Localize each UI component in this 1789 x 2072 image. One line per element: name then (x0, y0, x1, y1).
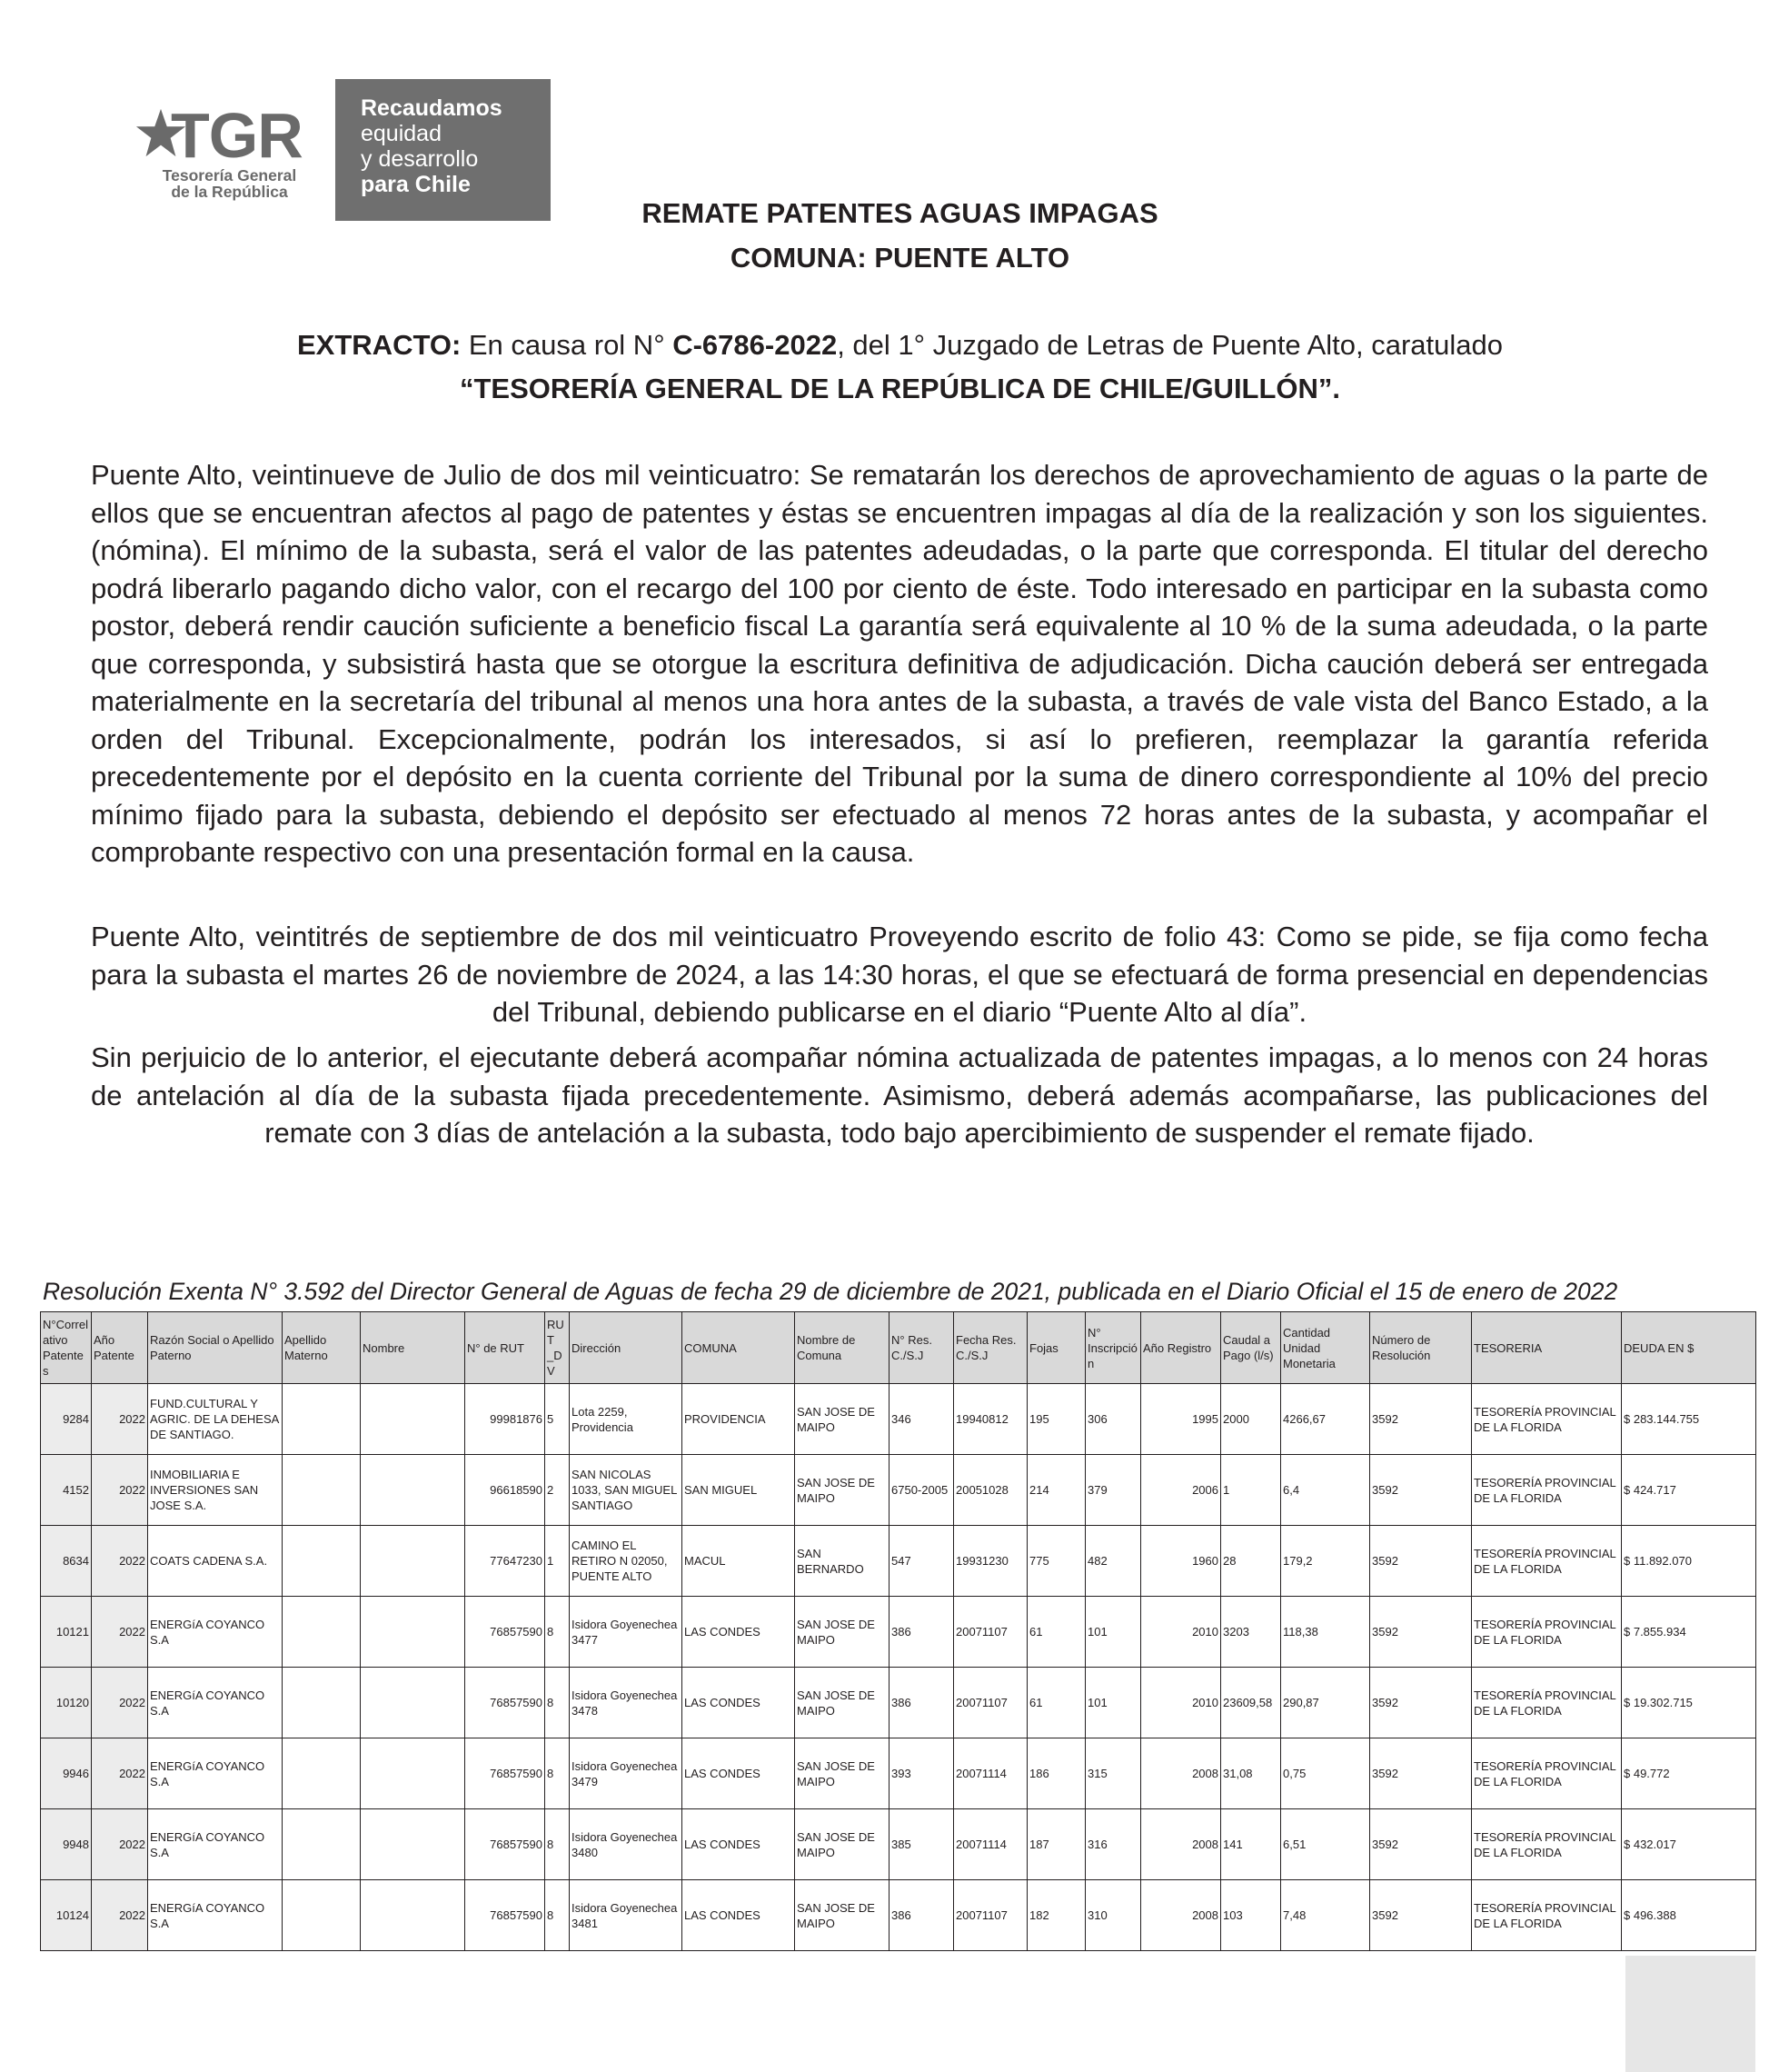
table-cell: 76857590 (465, 1809, 545, 1880)
table-cell (283, 1809, 361, 1880)
table-cell: 179,2 (1281, 1526, 1370, 1597)
paragraph-2: Puente Alto, veintitrés de septiembre de dos mil veinticuatro Proveyendo escrito de folio 43: Como se pide, se fija como fecha para la subasta el martes 26 de noviembre de 2024, a las 14:30 horas, el que se efectuará de forma presencial en dependencias del Tribunal, debiendo publicarse en el diario “Puente Alto al día”. (91, 921, 1708, 1028)
logo-subtitle-line2: de la República (171, 183, 288, 201)
patents-table-wrapper (40, 1311, 1755, 1951)
slogan-line2: equidad (361, 121, 442, 146)
table-cell: 99981876 (465, 1384, 545, 1455)
table-cell: 3592 (1370, 1526, 1472, 1597)
table-row (41, 1880, 1756, 1951)
table-cell: SAN JOSE DE MAIPO (795, 1455, 890, 1526)
table-cell: 8 (545, 1880, 570, 1951)
table-cell: 20071114 (954, 1809, 1028, 1880)
table-cell: 19940812 (954, 1384, 1028, 1455)
column-header: N° de RUT (465, 1312, 545, 1384)
table-cell: 101 (1086, 1597, 1141, 1668)
table-cell: 9946 (41, 1738, 92, 1809)
table-cell: $ 283.144.755 (1622, 1384, 1756, 1455)
column-header: Dirección (570, 1312, 682, 1384)
extract-text1: En causa rol N° (461, 329, 673, 361)
table-row (41, 1597, 1756, 1668)
table-cell: TESORERÍA PROVINCIAL DE LA FLORIDA (1472, 1526, 1622, 1597)
column-header: Año Patente (92, 1312, 148, 1384)
table-cell: CAMINO EL RETIRO N 02050, PUENTE ALTO (570, 1526, 682, 1597)
tgr-logo (134, 102, 325, 202)
slogan-line3: y desarrollo (361, 146, 479, 172)
table-cell: 1960 (1141, 1526, 1221, 1597)
table-cell: Isidora Goyenechea 3479 (570, 1738, 682, 1809)
table-cell: LAS CONDES (682, 1597, 795, 1668)
table-cell: 118,38 (1281, 1597, 1370, 1668)
table-cell (283, 1455, 361, 1526)
table-cell: SAN BERNARDO (795, 1526, 890, 1597)
table-cell: INMOBILIARIA E INVERSIONES SAN JOSE S.A. (148, 1455, 283, 1526)
table-cell: 6,4 (1281, 1455, 1370, 1526)
column-header: Fecha Res. C./S.J (954, 1312, 1028, 1384)
table-cell: 3592 (1370, 1668, 1472, 1738)
table-cell (361, 1809, 465, 1880)
table-cell: 195 (1028, 1384, 1086, 1455)
table-cell: 2022 (92, 1880, 148, 1951)
table-cell: 8 (545, 1668, 570, 1738)
table-cell: TESORERÍA PROVINCIAL DE LA FLORIDA (1472, 1384, 1622, 1455)
table-cell: 3592 (1370, 1597, 1472, 1668)
table-cell: TESORERÍA PROVINCIAL DE LA FLORIDA (1472, 1597, 1622, 1668)
table-cell: 186 (1028, 1738, 1086, 1809)
table-cell: 10121 (41, 1597, 92, 1668)
page-subtitle: COMUNA: PUENTE ALTO (730, 242, 1070, 274)
table-cell: 77647230 (465, 1526, 545, 1597)
extract-text2: , del 1° Juzgado de Letras de Puente Alto, caratulado (837, 329, 1503, 361)
table-cell: 775 (1028, 1526, 1086, 1597)
table-cell: FUND.CULTURAL Y AGRIC. DE LA DEHESA DE SANTIAGO. (148, 1384, 283, 1455)
table-cell: 96618590 (465, 1455, 545, 1526)
table-cell: 3592 (1370, 1809, 1472, 1880)
table-cell (361, 1880, 465, 1951)
table-cell: 2022 (92, 1384, 148, 1455)
logo-subtitle (136, 167, 323, 200)
table-header-row (41, 1312, 1756, 1384)
table-cell: 8 (545, 1809, 570, 1880)
table-cell: 76857590 (465, 1597, 545, 1668)
table-cell (361, 1455, 465, 1526)
table-cell: 306 (1086, 1384, 1141, 1455)
table-cell: Isidora Goyenechea 3477 (570, 1597, 682, 1668)
column-header: Apellido Materno (283, 1312, 361, 1384)
table-row (41, 1668, 1756, 1738)
table-cell: 2006 (1141, 1455, 1221, 1526)
column-header: Fojas (1028, 1312, 1086, 1384)
table-cell: 2022 (92, 1809, 148, 1880)
table-cell: 76857590 (465, 1880, 545, 1951)
table-cell: MACUL (682, 1526, 795, 1597)
table-cell: 187 (1028, 1809, 1086, 1880)
column-header: Nombre de Comuna (795, 1312, 890, 1384)
table-cell: 2008 (1141, 1880, 1221, 1951)
table-cell: 386 (890, 1668, 954, 1738)
table-cell: 3203 (1221, 1597, 1281, 1668)
table-cell: 61 (1028, 1597, 1086, 1668)
table-cell: TESORERÍA PROVINCIAL DE LA FLORIDA (1472, 1738, 1622, 1809)
column-header: TESORERIA (1472, 1312, 1622, 1384)
column-header: Razón Social o Apellido Paterno (148, 1312, 283, 1384)
column-header: COMUNA (682, 1312, 795, 1384)
table-cell: 2022 (92, 1597, 148, 1668)
table-cell: 547 (890, 1526, 954, 1597)
table-cell: 7,48 (1281, 1880, 1370, 1951)
table-body (41, 1384, 1756, 1951)
column-header: RUT _DV (545, 1312, 570, 1384)
table-cell: 31,08 (1221, 1738, 1281, 1809)
table-cell: $ 496.388 (1622, 1880, 1756, 1951)
table-cell: 76857590 (465, 1738, 545, 1809)
table-cell (283, 1880, 361, 1951)
table-cell: 6,51 (1281, 1809, 1370, 1880)
table-cell: SAN JOSE DE MAIPO (795, 1880, 890, 1951)
table-cell: TESORERÍA PROVINCIAL DE LA FLORIDA (1472, 1880, 1622, 1951)
table-cell: 8 (545, 1738, 570, 1809)
table-row (41, 1455, 1756, 1526)
table-cell (361, 1597, 465, 1668)
table-cell: 61 (1028, 1668, 1086, 1738)
table-cell: 103 (1221, 1880, 1281, 1951)
table-cell: 4266,67 (1281, 1384, 1370, 1455)
page-title: REMATE PATENTES AGUAS IMPAGAS (641, 197, 1158, 229)
table-cell: 20071107 (954, 1597, 1028, 1668)
table-cell: SAN NICOLAS 1033, SAN MIGUEL SANTIAGO (570, 1455, 682, 1526)
table-cell (361, 1384, 465, 1455)
table-cell: 3592 (1370, 1880, 1472, 1951)
table-cell: 10120 (41, 1668, 92, 1738)
table-cell: 28 (1221, 1526, 1281, 1597)
table-row (41, 1738, 1756, 1809)
table-cell: 386 (890, 1880, 954, 1951)
table-cell: 101 (1086, 1668, 1141, 1738)
table-cell: Isidora Goyenechea 3478 (570, 1668, 682, 1738)
table-cell: 9948 (41, 1809, 92, 1880)
table-cell: 2000 (1221, 1384, 1281, 1455)
column-header: Número de Resolución (1370, 1312, 1472, 1384)
table-cell: COATS CADENA S.A. (148, 1526, 283, 1597)
table-cell: 3592 (1370, 1455, 1472, 1526)
table-cell: 385 (890, 1809, 954, 1880)
table-cell: 2010 (1141, 1597, 1221, 1668)
table-cell: 8 (545, 1597, 570, 1668)
table-cell: 2022 (92, 1668, 148, 1738)
table-cell: 2022 (92, 1738, 148, 1809)
table-cell: LAS CONDES (682, 1668, 795, 1738)
table-cell: 3592 (1370, 1738, 1472, 1809)
table-cell (283, 1597, 361, 1668)
table-cell: $ 49.772 (1622, 1738, 1756, 1809)
table-cell: TESORERÍA PROVINCIAL DE LA FLORIDA (1472, 1668, 1622, 1738)
paragraph-3: Sin perjuicio de lo anterior, el ejecutante deberá acompañar nómina actualizada de patentes impagas, a lo menos con 24 horas de antelación al día de la subasta fijada precedentemente. Asimismo, deberá además acompañarse, las publicaciones del remate con 3 días de antelación a la subasta, todo bajo apercibimiento de suspender el remate fijado. (91, 1041, 1708, 1149)
table-cell: Lota 2259, Providencia (570, 1384, 682, 1455)
table-cell: ENERGíA COYANCO S.A (148, 1880, 283, 1951)
column-header: Caudal a Pago (l/s) (1221, 1312, 1281, 1384)
extract-line (0, 328, 1789, 363)
table-cell: 1 (545, 1526, 570, 1597)
table-cell (283, 1384, 361, 1455)
table-cell: 10124 (41, 1880, 92, 1951)
table-cell: SAN JOSE DE MAIPO (795, 1668, 890, 1738)
table-row (41, 1809, 1756, 1880)
table-cell: SAN JOSE DE MAIPO (795, 1597, 890, 1668)
paragraph-1: Puente Alto, veintinueve de Julio de dos mil veinticuatro: Se rematarán los derechos de aprovechamiento de aguas o la parte de ellos que se encuentran afectos al pago de patentes y éstas se encuentren impagas al día de la realización y son los siguientes. (nómina). El mínimo de la subasta, será el valor de las patentes adeudadas, o la parte que corresponda. El titular del derecho podrá liberarlo pagando dicho valor, con el recargo del 100 por ciento de éste. Todo interesado en participar en la subasta como postor, deberá rendir caución suficiente a beneficio fiscal La garantía será equivalente al 10 % de la suma adeudada, o la parte que corresponda, y subsistirá hasta que se otorgue la escritura definitiva de adjudicación. Dicha caución deberá ser entregada materialmente en la secretaría del tribunal al menos una hora antes de la subasta, a través de vale vista del Banco Estado, a la orden del Tribunal. Excepcionalmente, podrán los interesados, si así lo prefieren, reemplazar la garantía referida precedentemente por el depósito en la cuenta corriente del Tribunal por la suma de dinero correspondiente al 10% del precio mínimo fijado para la subasta, debiendo el depósito ser efectuado al menos 72 horas antes de la subasta, y acompañar el comprobante respectivo con una presentación formal en la causa. (91, 459, 1708, 868)
patents-table (40, 1311, 1756, 1951)
column-header: N° Res. C./S.J (890, 1312, 954, 1384)
gray-block (1625, 1956, 1755, 2072)
table-cell: 5 (545, 1384, 570, 1455)
table-cell: 2010 (1141, 1668, 1221, 1738)
column-header: DEUDA EN $ (1622, 1312, 1756, 1384)
table-cell: $ 424.717 (1622, 1455, 1756, 1526)
table-cell: LAS CONDES (682, 1809, 795, 1880)
column-header: N°Correlativo Patentes (41, 1312, 92, 1384)
table-cell: 1 (1221, 1455, 1281, 1526)
table-cell: 393 (890, 1738, 954, 1809)
table-cell: PROVIDENCIA (682, 1384, 795, 1455)
table-cell: 19931230 (954, 1526, 1028, 1597)
table-cell: SAN JOSE DE MAIPO (795, 1738, 890, 1809)
table-cell: 2 (545, 1455, 570, 1526)
table-cell: TESORERÍA PROVINCIAL DE LA FLORIDA (1472, 1809, 1622, 1880)
table-cell: 6750-2005 (890, 1455, 954, 1526)
table-cell (283, 1738, 361, 1809)
table-cell: ENERGíA COYANCO S.A (148, 1809, 283, 1880)
slogan-line1: Recaudamos (361, 95, 502, 121)
table-cell: $ 7.855.934 (1622, 1597, 1756, 1668)
table-cell: Isidora Goyenechea 3480 (570, 1809, 682, 1880)
table-row (41, 1526, 1756, 1597)
table-cell: TESORERÍA PROVINCIAL DE LA FLORIDA (1472, 1455, 1622, 1526)
table-cell: 20051028 (954, 1455, 1028, 1526)
table-cell: 315 (1086, 1738, 1141, 1809)
table-cell: 9284 (41, 1384, 92, 1455)
table-cell: 20071107 (954, 1880, 1028, 1951)
logo-acronym: TGR (171, 100, 303, 171)
table-cell: 1995 (1141, 1384, 1221, 1455)
table-cell: 76857590 (465, 1668, 545, 1738)
table-cell: 2008 (1141, 1809, 1221, 1880)
table-cell: SAN JOSE DE MAIPO (795, 1809, 890, 1880)
table-row (41, 1384, 1756, 1455)
table-cell: 23609,58 (1221, 1668, 1281, 1738)
table-cell: 20071107 (954, 1668, 1028, 1738)
table-cell: 214 (1028, 1455, 1086, 1526)
table-cell: ENERGíA COYANCO S.A (148, 1738, 283, 1809)
table-cell: ENERGíA COYANCO S.A (148, 1668, 283, 1738)
column-header: Cantidad Unidad Monetaria (1281, 1312, 1370, 1384)
table-cell: LAS CONDES (682, 1738, 795, 1809)
table-cell: 2022 (92, 1455, 148, 1526)
table-cell: 346 (890, 1384, 954, 1455)
table-caption: Resolución Exenta N° 3.592 del Director General de Aguas de fecha 29 de diciembre de 2021, publicada en el Diario Oficial el 15 de enero de 2022 (43, 1278, 1618, 1305)
table-cell: 0,75 (1281, 1738, 1370, 1809)
logo-subtitle-line1: Tesorería General (162, 166, 297, 184)
table-cell: SAN MIGUEL (682, 1455, 795, 1526)
table-cell: 316 (1086, 1809, 1141, 1880)
table-cell: 182 (1028, 1880, 1086, 1951)
table-cell: $ 11.892.070 (1622, 1526, 1756, 1597)
table-cell: 2008 (1141, 1738, 1221, 1809)
table-cell: 8634 (41, 1526, 92, 1597)
table-cell: 386 (890, 1597, 954, 1668)
table-cell: 3592 (1370, 1384, 1472, 1455)
column-header: Nombre (361, 1312, 465, 1384)
table-cell: 379 (1086, 1455, 1141, 1526)
table-cell: 20071114 (954, 1738, 1028, 1809)
table-cell: Isidora Goyenechea 3481 (570, 1880, 682, 1951)
table-cell (283, 1668, 361, 1738)
extract-rol: C-6786-2022 (672, 329, 838, 361)
extract-label: EXTRACTO: (297, 329, 462, 361)
extract-caratula: “TESORERÍA GENERAL DE LA REPÚBLICA DE CHILE/GUILLÓN”. (459, 373, 1341, 404)
table-cell: LAS CONDES (682, 1880, 795, 1951)
table-cell: 290,87 (1281, 1668, 1370, 1738)
column-header: N° Inscripción (1086, 1312, 1141, 1384)
table-cell: 4152 (41, 1455, 92, 1526)
table-cell: 482 (1086, 1526, 1141, 1597)
table-cell: ENERGíA COYANCO S.A (148, 1597, 283, 1668)
column-header: Año Registro (1141, 1312, 1221, 1384)
table-cell: 2022 (92, 1526, 148, 1597)
table-cell (283, 1526, 361, 1597)
table-cell: 310 (1086, 1880, 1141, 1951)
table-cell: SAN JOSE DE MAIPO (795, 1384, 890, 1455)
slogan-line4: para Chile (361, 172, 471, 197)
table-cell: 141 (1221, 1809, 1281, 1880)
table-cell (361, 1738, 465, 1809)
table-cell (361, 1668, 465, 1738)
table-cell (361, 1526, 465, 1597)
table-cell: $ 432.017 (1622, 1809, 1756, 1880)
table-cell: $ 19.302.715 (1622, 1668, 1756, 1738)
